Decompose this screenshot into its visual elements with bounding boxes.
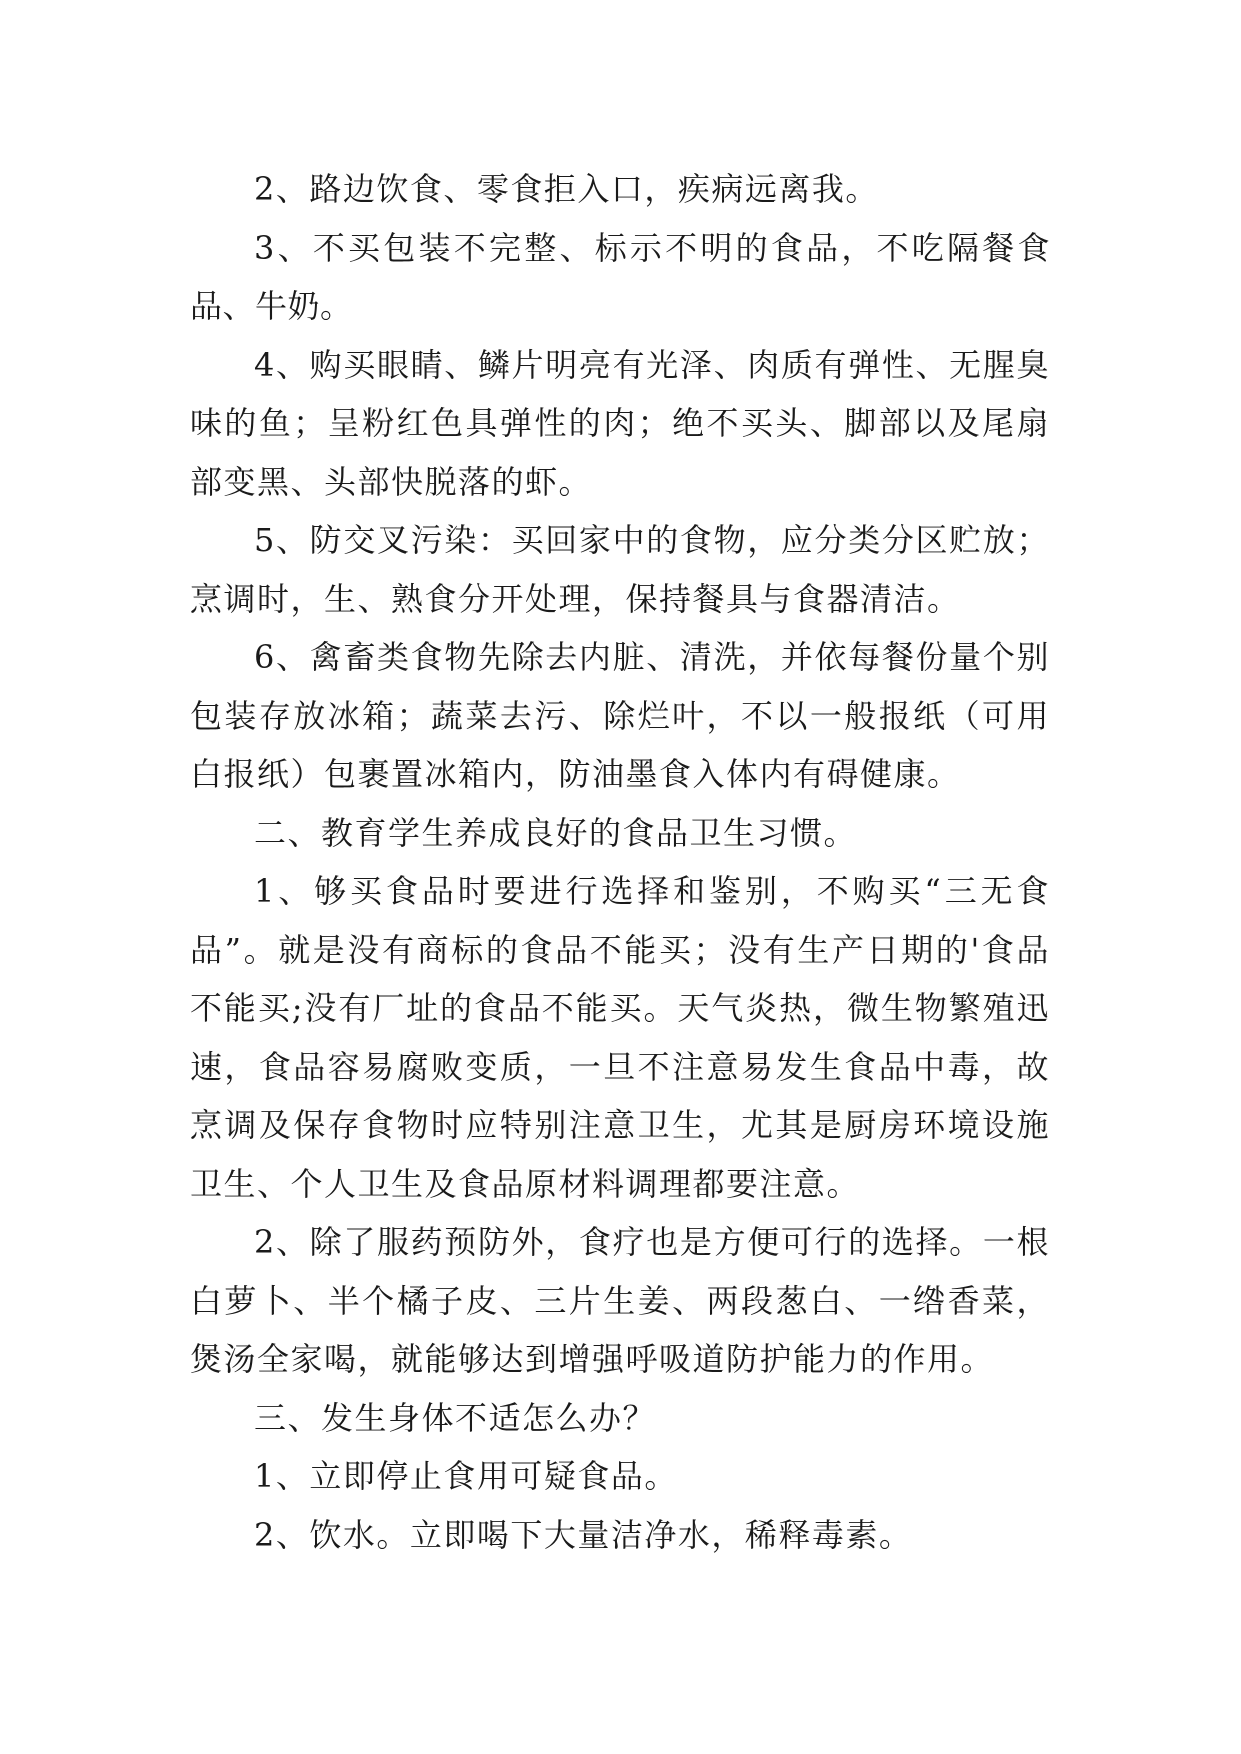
paragraph-drink-water: 2、饮水。立即喝下大量洁净水，稀释毒素。 (254, 1515, 913, 1554)
paragraph-roadside-food: 2、路边饮食、零食拒入口，疾病远离我。 (254, 170, 879, 208)
document-body (190, 160, 1050, 1564)
section-heading-discomfort: 三、发生身体不适怎么办？ (254, 1398, 657, 1437)
paragraph-storage: 6、禽畜类食物先除去内脏、清洗，并依每餐份量个别包装存放冰箱；蔬菜去污、除烂叶，不以一般报纸（可用白报纸）包裹置冰箱内，防油墨食入体内有碍健康。 (190, 638, 1050, 793)
paragraph-buying-fish-meat: 4、购买眼睛、鳞片明亮有光泽、肉质有弹性、无腥臭味的鱼；呈粉红色具弹性的肉；绝不买头、脚部以及尾扇部变黑、头部快脱落的虾。 (190, 345, 1050, 501)
section-heading-hygiene-habits: 二、教育学生养成良好的食品卫生习惯。 (254, 813, 858, 852)
paragraph-selecting-food: 1、够买食品时要进行选择和鉴别，不购买“三无食品”。就是没有商标的食品不能买；没有生产日期的'食品不能买;没有厂址的食品不能买。天气炎热，微生物繁殖迅速，食品容易腐败变质，一旦不注意易发生食品中毒，故烹调及保存食物时应特别注意卫生，尤其是厨房环境设施卫生、个人卫生及食品原材料调理都要注意。 (190, 872, 1050, 1203)
paragraph-cross-contamination: 5、防交叉污染：买回家中的食物，应分类分区贮放；烹调时，生、熟食分开处理，保持餐具与食器清洁。 (190, 521, 1050, 618)
paragraph-packaging: 3、不买包装不完整、标示不明的食品，不吃隔餐食品、牛奶。 (190, 228, 1050, 325)
paragraph-food-therapy: 2、除了服药预防外，食疗也是方便可行的选择。一根白萝卜、半个橘子皮、三片生姜、两段葱白、一绺香菜，煲汤全家喝，就能够达到增强呼吸道防护能力的作用。 (190, 1223, 1050, 1378)
paragraph-stop-eating: 1、立即停止食用可疑食品。 (254, 1457, 678, 1495)
